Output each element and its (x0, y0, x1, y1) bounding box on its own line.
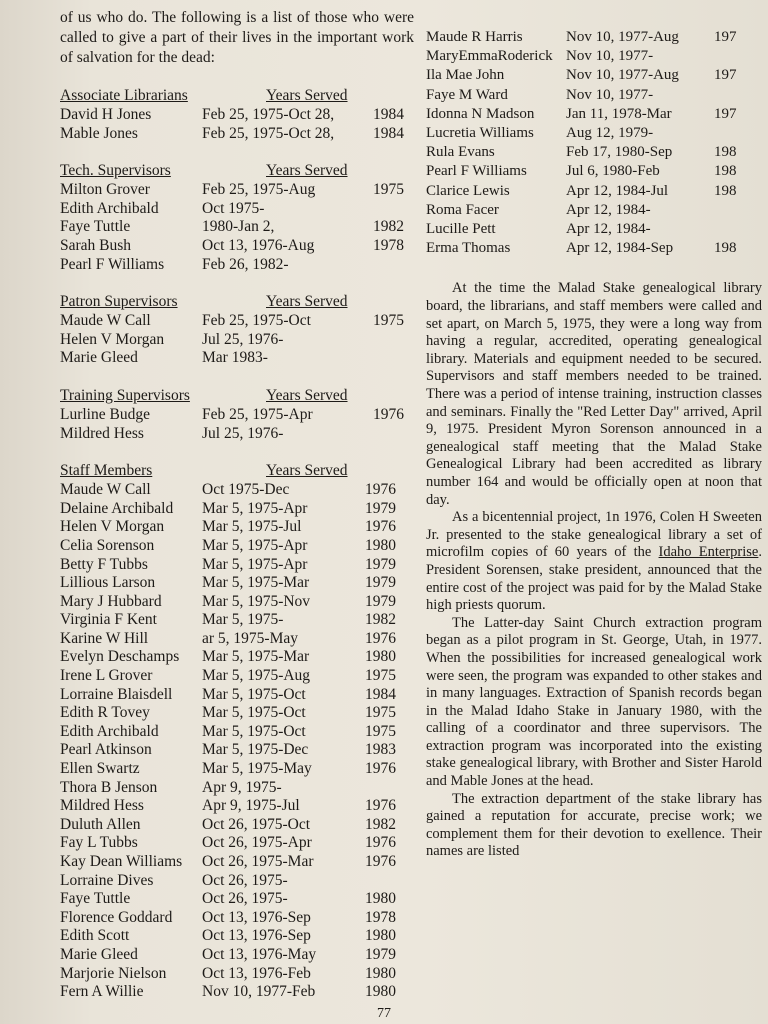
member-name: Karine W Hill (60, 629, 149, 647)
roster-row (60, 518, 414, 537)
service-end-year: 1976 (365, 834, 396, 852)
roster-row (60, 872, 414, 891)
service-dates: Nov 10, 1977- (566, 86, 654, 103)
service-end-year: 1980 (365, 927, 396, 945)
roster-row (426, 105, 762, 124)
service-end-year: 1979 (365, 945, 396, 963)
service-dates: Apr 12, 1984-Sep (566, 240, 674, 257)
service-dates: Nov 10, 1977-Feb (202, 983, 316, 1001)
service-dates: Mar 5, 1975-Oct (202, 722, 306, 740)
section-title: Training Supervisors (60, 386, 190, 404)
roster-section (60, 161, 414, 274)
service-dates: Mar 5, 1975-Aug (202, 667, 311, 685)
service-end-year: 1979 (365, 592, 396, 610)
roster-row (60, 797, 414, 816)
service-dates: Mar 5, 1975- (202, 611, 284, 629)
roster-row (426, 28, 762, 47)
member-name: Sarah Bush (60, 236, 132, 254)
member-name: Celia Sorenson (60, 536, 155, 554)
service-end-year: 1980 (365, 983, 396, 1001)
service-dates: Oct 26, 1975-Oct (202, 815, 311, 833)
member-name: Helen V Morgan (60, 330, 165, 348)
roster-row (60, 218, 414, 237)
service-dates: Jul 25, 1976- (202, 330, 284, 348)
member-name: Maude W Call (60, 312, 151, 330)
service-dates: Mar 5, 1975-Apr (202, 555, 308, 573)
service-dates: Oct 26, 1975-Apr (202, 834, 312, 852)
service-end-year: 1984 (365, 685, 396, 703)
service-dates: Jul 6, 1980-Feb (566, 163, 660, 180)
service-dates: Oct 13, 1976-Sep (202, 927, 311, 945)
service-dates: Jan 11, 1978-Mar (566, 105, 672, 122)
service-end-year: 1976 (365, 760, 396, 778)
service-end-year: 1978 (365, 908, 396, 926)
service-end-year: 1984 (373, 124, 404, 142)
service-end-year (714, 124, 762, 143)
service-end-year: 1978 (373, 236, 404, 254)
roster-section (60, 386, 414, 443)
narrative-text: . President Sorensen, stake president, announced that the entire cost of the project was paid for by the Malad Stake high priests quorum. (426, 544, 762, 614)
service-end-year: 1976 (365, 629, 396, 647)
service-end-year: 198 (714, 182, 737, 199)
roster-row (60, 667, 414, 686)
service-dates: Mar 5, 1975-Apr (202, 536, 308, 554)
service-dates: 1980-Jan 2, (202, 218, 275, 236)
member-name: Pearl F Williams (426, 163, 527, 180)
service-end-year (354, 349, 404, 368)
roster-row (60, 890, 414, 909)
roster-row (60, 349, 414, 368)
roster-row (426, 220, 762, 239)
roster-row (60, 686, 414, 705)
member-name: Mary J Hubbard (60, 592, 162, 610)
service-dates: Nov 10, 1977- (566, 48, 654, 65)
service-dates: Apr 9, 1975- (202, 778, 282, 796)
narrative-paragraph-3: The Latter-day Saint Church extraction program began as a pilot program in St. George, Utah, in 1977. When the possibilities for increased genealogical work were seen, the program was expanded to other stakes and in many languages. Extraction of Spanish records began in the Malad Idaho Stake in January 1980, with the calling of a coordinator and three supervisors. The extraction program was incorporated into the existing stake genealogical library, with Brother and Sister Harold and Mable Jones at the head. (426, 614, 762, 790)
roster-row (60, 983, 414, 1002)
narrative-paragraph-2 (426, 509, 762, 615)
member-name: Lurline Budge (60, 405, 150, 423)
service-dates: Mar 5, 1975-Dec (202, 741, 309, 759)
member-name: Lorraine Blaisdell (60, 685, 173, 703)
roster-row (60, 125, 414, 144)
member-name: Faye M Ward (426, 86, 508, 103)
member-name: Pearl Atkinson (60, 741, 152, 759)
service-end-year: 1980 (365, 536, 396, 554)
roster-row (60, 648, 414, 667)
member-name: Faye Tuttle (60, 890, 131, 908)
section-header (60, 86, 414, 106)
service-dates: Mar 5, 1975-Oct (202, 704, 306, 722)
member-name: Erma Thomas (426, 240, 511, 257)
service-dates: Mar 5, 1975-Mar (202, 574, 310, 592)
member-name: Kay Dean Williams (60, 853, 183, 870)
service-end-year: 1983 (365, 741, 396, 759)
member-name: Maude W Call (60, 481, 151, 499)
history-narrative (426, 280, 762, 861)
years-served-header: Years Served (266, 293, 348, 311)
service-end-year (360, 779, 396, 798)
service-dates: Oct 13, 1976-May (202, 945, 317, 963)
member-name: Virginia F Kent (60, 611, 157, 629)
member-name: Roma Facer (426, 201, 499, 218)
member-name: Marie Gleed (60, 945, 138, 963)
service-end-year: 1979 (365, 574, 396, 592)
section-header (60, 161, 414, 181)
service-end-year (354, 200, 404, 219)
roster-row (60, 574, 414, 593)
roster-row (60, 965, 414, 984)
service-end-year: 1982 (365, 611, 396, 629)
service-dates: Feb 25, 1975-Apr (202, 405, 313, 423)
service-dates: Feb 25, 1975-Aug (202, 181, 316, 199)
roster-sections (60, 86, 414, 1002)
section-header (60, 461, 414, 481)
service-dates: Apr 12, 1984-Jul (566, 182, 669, 199)
service-dates: Oct 26, 1975-Mar (202, 853, 314, 870)
service-dates: Oct 13, 1976-Aug (202, 236, 315, 254)
section-header (60, 386, 414, 406)
roster-row (60, 816, 414, 835)
service-end-year: 1976 (365, 518, 396, 536)
member-name: Florence Goddard (60, 908, 173, 926)
service-dates: Apr 9, 1975-Jul (202, 797, 300, 815)
intro-paragraph: of us who do. The following is a list of those who were called to give a part of their lives in the important work of salvation for the dead: (60, 9, 414, 66)
service-dates: Mar 5, 1975-Mar (202, 648, 310, 666)
section-header (60, 292, 414, 312)
service-end-year: 197 (714, 105, 737, 122)
service-end-year: 1975 (373, 312, 404, 330)
service-end-year (714, 220, 762, 239)
member-name: Clarice Lewis (426, 182, 510, 199)
roster-row (426, 201, 762, 220)
staff-members-continued (426, 28, 762, 258)
member-name: Fern A Willie (60, 983, 144, 1001)
roster-row (426, 124, 762, 143)
service-end-year: 198 (714, 163, 737, 180)
service-end-year: 1980 (365, 964, 396, 982)
roster-row (60, 331, 414, 350)
service-end-year: 1975 (373, 181, 404, 199)
service-dates: Oct 1975- (202, 199, 265, 217)
section-title: Associate Librarians (60, 87, 188, 104)
member-name: Lucretia Williams (426, 125, 534, 142)
roster-row (60, 593, 414, 612)
member-name: Marjorie Nielson (60, 964, 167, 982)
service-dates: Oct 13, 1976-Sep (202, 908, 311, 926)
member-name: Milton Grover (60, 181, 150, 199)
service-dates: Feb 25, 1975-Oct 28, (202, 106, 335, 123)
roster-row (60, 909, 414, 928)
service-dates: Mar 5, 1975-Oct (202, 685, 306, 703)
member-name: Idonna N Madson (426, 105, 535, 122)
roster-row (60, 779, 414, 798)
roster-row (60, 237, 414, 256)
roster-row (426, 86, 762, 105)
roster-row (60, 723, 414, 742)
page-number: 77 (377, 1006, 391, 1021)
service-dates: Feb 25, 1975-Oct 28, (202, 124, 335, 142)
member-name: Edith Archibald (60, 722, 159, 740)
roster-row (60, 312, 414, 331)
service-end-year: 198 (714, 240, 737, 257)
member-name: Lillious Larson (60, 574, 156, 592)
roster-section (60, 461, 414, 1002)
service-dates: Oct 26, 1975- (202, 890, 288, 908)
roster-row (60, 181, 414, 200)
roster-row (426, 162, 762, 181)
service-end-year: 1975 (365, 722, 396, 740)
service-dates: Nov 10, 1977-Aug (566, 67, 679, 84)
section-title: Staff Members (60, 462, 153, 480)
service-end-year: 197 (714, 67, 737, 84)
roster-row (426, 47, 762, 66)
service-end-year: 1975 (365, 704, 396, 722)
roster-row (60, 537, 414, 556)
service-dates: Oct 13, 1976-Feb (202, 964, 311, 982)
roster-row (426, 66, 762, 85)
member-name: Fay L Tubbs (60, 834, 138, 852)
service-end-year: 1979 (365, 555, 396, 573)
service-end-year (360, 872, 396, 891)
member-name: Edith Scott (60, 927, 130, 945)
service-end-year: 1976 (373, 405, 404, 423)
member-name: Marie Gleed (60, 349, 138, 367)
narrative-text: As a bicentennial project, 1n 1976, Colen H Sweeten Jr. presented to the stake genealogical library a set of microfilm copies of 60 years of the (426, 509, 762, 561)
roster-row (60, 630, 414, 649)
service-end-year: 198 (714, 144, 737, 161)
roster-section (60, 86, 414, 143)
service-dates: Apr 12, 1984- (566, 221, 651, 238)
member-name: Ila Mae John (426, 67, 505, 84)
member-name: Mildred Hess (60, 424, 144, 442)
member-name: Duluth Allen (60, 815, 141, 833)
roster-row (60, 200, 414, 219)
narrative-paragraph-1: At the time the Malad Stake genealogical library board, the librarians, and staff members were called and set apart, on March 5, 1975, they were a long way from having a regular, accredited, operating genealogical library. Materials and equipment needed to be secured. Supervisors and staff members needed to be trained. There was a period of intense training, instruction classes and seminars. Finally the "Red Letter Day" arrived, April 9, 1975. President Myron Sorenson announced in a genealogical staff meeting that the Malad Stake Genealogical Library had been accredited as library number 164 and would be officially open at noon that day. (426, 280, 762, 508)
service-dates: ar 5, 1975-May (202, 629, 298, 647)
service-dates: Mar 5, 1975-Apr (202, 499, 308, 517)
years-served-header: Years Served (266, 462, 348, 480)
service-dates: Mar 5, 1975-Jul (202, 518, 302, 536)
roster-row (60, 106, 414, 125)
service-end-year: 1979 (365, 499, 396, 517)
member-name: Irene L Grover (60, 667, 153, 685)
right-column (426, 28, 762, 861)
section-title: Tech. Supervisors (60, 162, 171, 180)
roster-row (60, 760, 414, 779)
service-dates: Feb 26, 1982- (202, 255, 289, 273)
roster-row (60, 946, 414, 965)
member-name: Lucille Pett (426, 221, 496, 238)
service-end-year: 1976 (365, 853, 396, 870)
member-name: Thora B Jenson (60, 778, 158, 796)
service-end-year: 1975 (365, 667, 396, 685)
service-end-year (354, 425, 404, 444)
roster-row (426, 239, 762, 258)
service-dates: Feb 25, 1975-Oct (202, 312, 311, 330)
member-name: Mildred Hess (60, 797, 144, 815)
member-name: Delaine Archibald (60, 499, 174, 517)
member-name: Rula Evans (426, 144, 495, 161)
service-dates: Nov 10, 1977-Aug (566, 29, 679, 45)
narrative-paragraph-4: The extraction department of the stake library has gained a reputation for accurate, precise work; we complement them for their devotion to exellence. Their names are listed (426, 790, 762, 860)
roster-row (60, 741, 414, 760)
member-name: Betty F Tubbs (60, 555, 148, 573)
member-name: Evelyn Deschamps (60, 648, 180, 666)
roster-row (60, 481, 414, 500)
member-name: Lorraine Dives (60, 871, 154, 889)
member-name: Edith R Tovey (60, 704, 150, 722)
member-name: Helen V Morgan (60, 518, 165, 536)
roster-row (60, 853, 414, 872)
service-dates: Apr 12, 1984- (566, 201, 651, 218)
member-name: Edith Archibald (60, 199, 159, 217)
service-end-year (714, 86, 762, 105)
service-dates: Mar 5, 1975-May (202, 760, 312, 778)
service-end-year: 197 (714, 29, 737, 45)
roster-row (60, 556, 414, 575)
service-dates: Mar 5, 1975-Nov (202, 592, 311, 610)
service-dates: Oct 26, 1975- (202, 871, 288, 889)
member-name: Maude R Harris (426, 29, 523, 45)
service-end-year: 1982 (373, 218, 404, 236)
member-name: Pearl F Williams (60, 255, 165, 273)
years-served-header: Years Served (266, 386, 348, 404)
roster-row (60, 834, 414, 853)
service-end-year: 1976 (365, 481, 396, 499)
service-dates: Mar 1983- (202, 349, 268, 367)
service-end-year: 1976 (365, 797, 396, 815)
service-dates: Aug 12, 1979- (566, 125, 654, 142)
service-end-year: 1980 (365, 890, 396, 908)
member-name: Faye Tuttle (60, 218, 131, 236)
service-end-year: 1982 (365, 815, 396, 833)
left-column (60, 8, 414, 1020)
service-end-year (714, 47, 762, 66)
roster-row (60, 425, 414, 444)
service-dates: Feb 17, 1980-Sep (566, 144, 673, 161)
roster-row (60, 927, 414, 946)
service-end-year (354, 256, 404, 275)
newspaper-title: Idaho Enterprise (658, 544, 759, 561)
section-title: Patron Supervisors (60, 293, 178, 311)
member-name: Mable Jones (60, 124, 138, 142)
roster-row (60, 500, 414, 519)
roster-row (60, 406, 414, 425)
member-name: Ellen Swartz (60, 760, 140, 778)
service-dates: Oct 1975-Dec (202, 481, 290, 499)
years-served-header: Years Served (266, 162, 348, 180)
service-dates: Jul 25, 1976- (202, 424, 284, 442)
roster-row (426, 143, 762, 162)
roster-row (426, 182, 762, 201)
roster-row (60, 256, 414, 275)
years-served-header: Years Served (266, 87, 348, 104)
member-name: MaryEmmaRoderick (426, 48, 553, 65)
service-end-year: 1980 (365, 648, 396, 666)
member-name: David H Jones (60, 106, 152, 123)
roster-row (60, 611, 414, 630)
service-end-year: 1984 (373, 106, 404, 123)
service-end-year (354, 331, 404, 350)
service-end-year (714, 201, 762, 220)
roster-row (60, 704, 414, 723)
roster-section (60, 292, 414, 368)
